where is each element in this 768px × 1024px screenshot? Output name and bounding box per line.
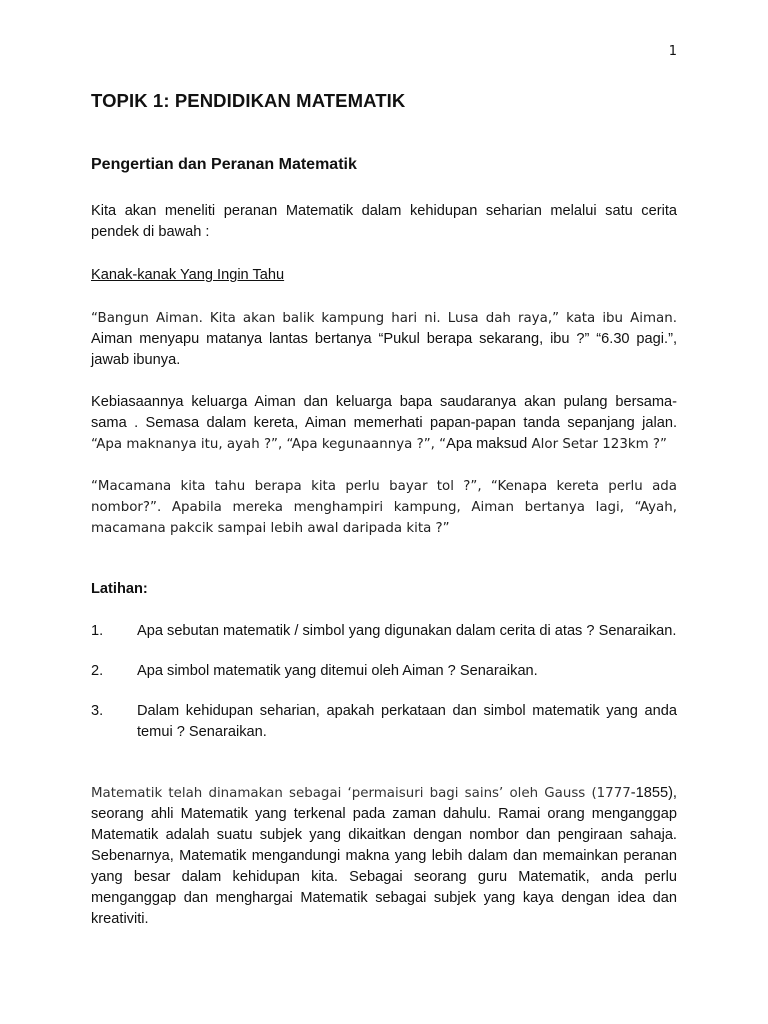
story-dialog: Alor Setar 123km ?”	[527, 437, 667, 452]
story-paragraph-1	[91, 308, 677, 371]
closing-text: -1855), seorang ahli Matematik yang terkenal pada zaman dahulu. Ramai orang menganggap Matematik adalah suatu subjek yang dikaitkan dengan nombor dan pengiraan sahaja. Sebenarnya, Matematik mengandungi makna yang lebih dalam dan memainkan peranan yang besar dalam kehidupan kita. Sebagai seorang guru Matematik, anda perlu menganggap dan menghargai Matematik sebagai subjek yang kaya dengan idea dan kreativiti.	[91, 785, 677, 927]
exercise-heading: Latihan:	[91, 581, 148, 597]
exercise-text: Apa sebutan matematik / simbol yang digunakan dalam cerita di atas ? Senaraikan.	[137, 623, 677, 639]
exercise-text: Dalam kehidupan seharian, apakah perkataan dan simbol matematik yang anda temui ? Senaraikan.	[137, 703, 677, 740]
document-body	[91, 90, 677, 930]
exercise-text: Apa simbol matematik yang ditemui oleh Aiman ? Senaraikan.	[137, 663, 538, 679]
closing-lead: Matematik telah dinamakan sebagai ‘permaisuri bagi sains’ oleh Gauss (1777	[91, 786, 631, 801]
story-dialog: “Bangun Aiman. Kita akan balik kampung hari ni. Lusa dah raya,” kata ibu Aiman.	[91, 311, 677, 326]
page-number: 1	[668, 44, 677, 59]
exercise-item	[91, 621, 677, 642]
closing-paragraph	[91, 783, 677, 930]
exercise-number: 1.	[91, 623, 104, 639]
page-title: TOPIK 1: PENDIDIKAN MATEMATIK	[91, 90, 406, 111]
exercise-item	[91, 661, 677, 682]
intro-paragraph: Kita akan meneliti peranan Matematik dalam kehidupan seharian melalui satu cerita pendek di bawah :	[91, 203, 677, 240]
story-title: Kanak-kanak Yang Ingin Tahu	[91, 267, 285, 283]
section-heading: Pengertian dan Peranan Matematik	[91, 156, 357, 173]
story-dialog: “Apa maknanya itu, ayah ?”, “Apa kegunaannya ?”, “	[91, 437, 447, 452]
exercise-list	[91, 621, 677, 743]
exercise-item	[91, 701, 677, 743]
exercise-number: 2.	[91, 663, 104, 679]
exercise-number: 3.	[91, 703, 104, 719]
story-text: Aiman menyapu matanya lantas bertanya “Pukul berapa sekarang, ibu ?” “6.30 pagi.”, jawab ibunya.	[91, 331, 677, 368]
story-text: Apa maksud	[446, 436, 528, 452]
story-text: Kebiasaannya keluarga Aiman dan keluarga bapa saudaranya akan pulang bersama-sama . Semasa dalam kereta, Aiman memerhati papan-papan tanda sepanjang jalan.	[91, 394, 677, 431]
story-paragraph-2	[91, 392, 677, 455]
story-paragraph-3: “Macamana kita tahu berapa kita perlu bayar tol ?”, “Kenapa kereta perlu ada nombor?”. Apabila mereka menghampiri kampung, Aiman bertanya lagi, “Ayah, macamana pakcik sampai lebih awal daripada kita ?”	[91, 479, 677, 536]
